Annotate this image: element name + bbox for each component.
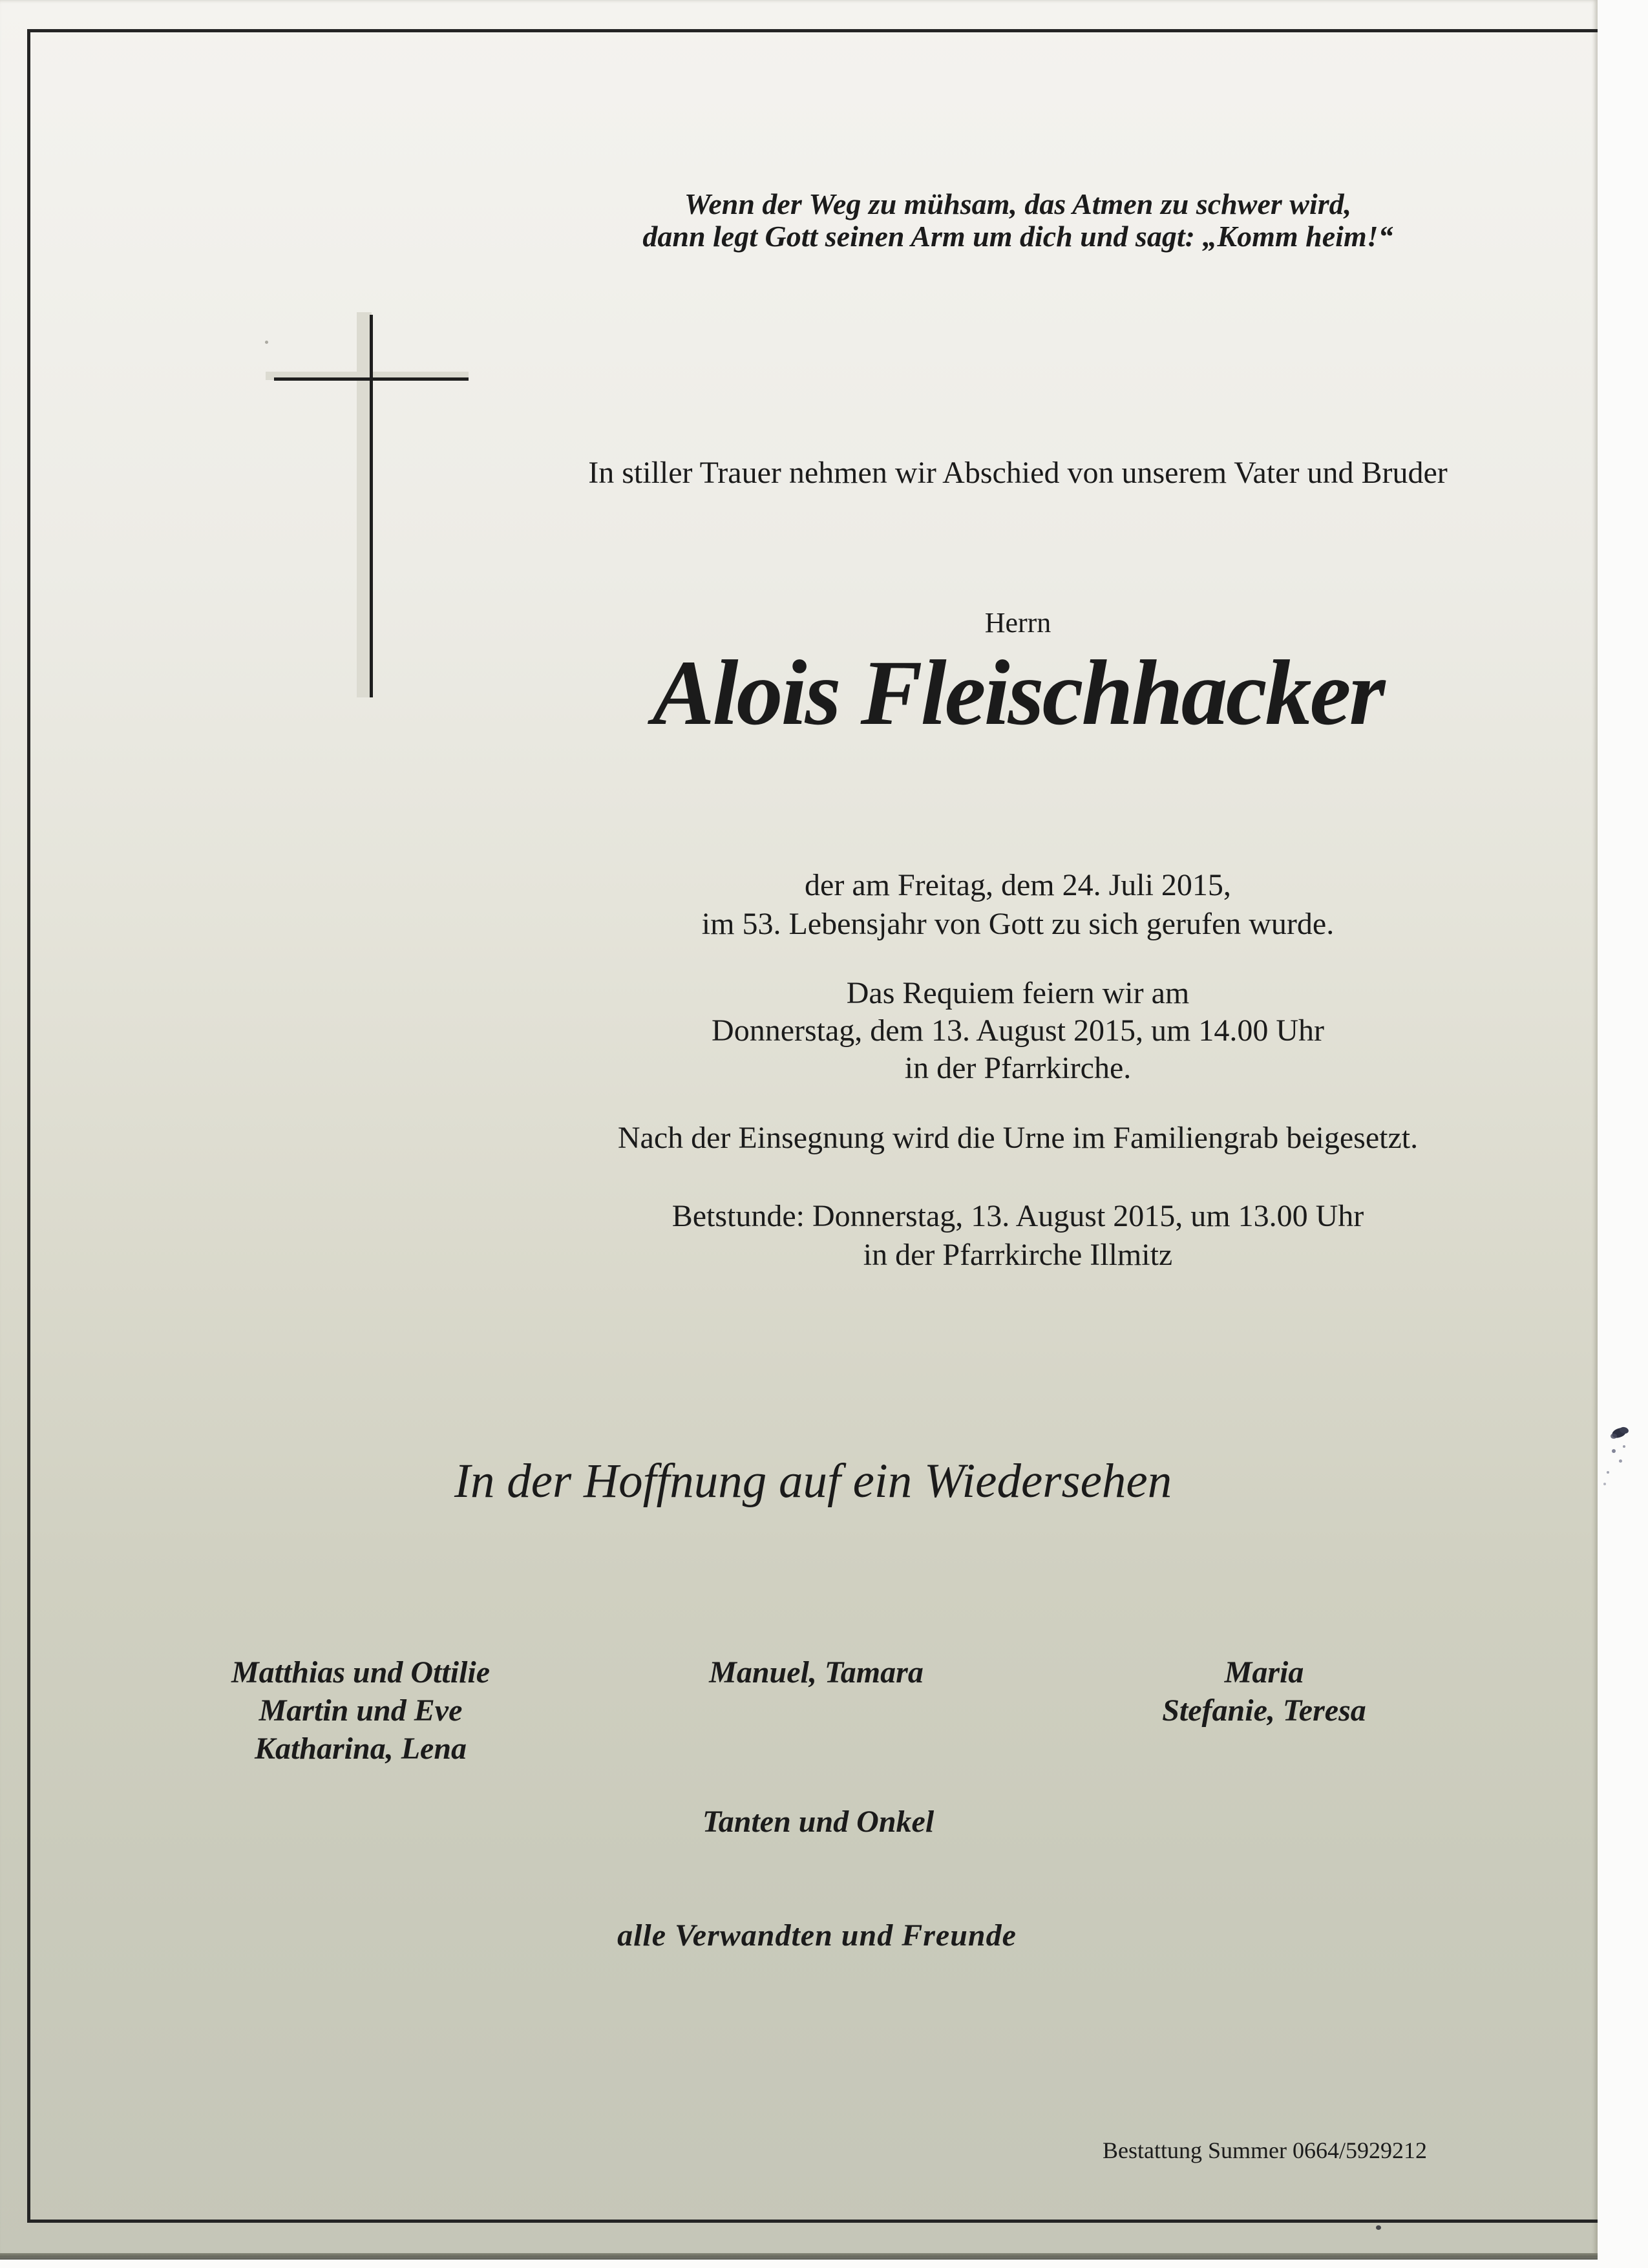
requiem-line-3: in der Pfarrkirche.	[904, 1051, 1132, 1085]
relatives-friends-line: alle Verwandten und Freunde	[617, 1918, 1017, 1953]
death-notice-line-2: im 53. Lebensjahr von Gott zu sich gerufen wurde.	[701, 907, 1335, 941]
prayer-hour-notice	[388, 1197, 1648, 1275]
ink-smudge	[1611, 1427, 1630, 1443]
mourner-name: Katharina, Lena	[254, 1732, 467, 1766]
ink-smudge-part	[1611, 1434, 1617, 1439]
mourner-name: Matthias und Ottilie	[231, 1655, 491, 1690]
ink-dot	[1619, 1459, 1622, 1463]
ink-dot	[1623, 1445, 1625, 1448]
quote-line-1: Wenn der Weg zu mühsam, das Atmen zu schwer wird,	[684, 187, 1352, 220]
salutation: Herrn	[984, 607, 1051, 639]
prayer-hour-line-1: Betstunde: Donnerstag, 13. August 2015, um 13.00 Uhr	[671, 1199, 1364, 1233]
mourners-column-1	[180, 1653, 542, 1768]
scan-speck	[265, 341, 268, 344]
scan-speck	[1376, 2225, 1381, 2230]
card-bottom-edge-shadow	[0, 2253, 1598, 2260]
ink-dot	[1607, 1471, 1609, 1474]
cross-vertical-shadow-line	[370, 315, 373, 697]
quote-line-2: dann legt Gott seinen Arm um dich und sagt: „Komm heim!“	[642, 220, 1393, 253]
mourners-column-3	[1083, 1653, 1445, 1730]
mourner-name: Maria	[1224, 1655, 1304, 1690]
prayer-hour-line-2: in der Pfarrkirche Illmitz	[863, 1238, 1173, 1272]
ink-dot	[1603, 1483, 1606, 1485]
mourner-name: Martin und Eve	[259, 1693, 463, 1728]
ink-dot	[1612, 1449, 1616, 1453]
requiem-line-1: Das Requiem feiern wir am	[846, 976, 1190, 1010]
aunts-uncles-line: Tanten und Onkel	[702, 1805, 935, 1839]
mourner-name: Manuel, Tamara	[709, 1655, 924, 1690]
burial-note: Nach der Einsegnung wird die Urne im Familiengrab beigesetzt.	[617, 1121, 1419, 1155]
deceased-name: Alois Fleischhacker	[652, 642, 1384, 745]
cross-horizontal-shadow-line	[274, 377, 469, 381]
mourner-name: Stefanie, Teresa	[1162, 1693, 1366, 1728]
requiem-line-2: Donnerstag, dem 13. August 2015, um 14.00 Uhr	[712, 1013, 1324, 1048]
requiem-notice	[388, 975, 1648, 1087]
intro-line: In stiller Trauer nehmen wir Abschied von unserem Vater und Bruder	[588, 456, 1448, 490]
funeral-home-contact: Bestattung Summer 0664/5929212	[1103, 2137, 1427, 2163]
scanner-bed-right-strip	[1598, 0, 1648, 2268]
hope-line: In der Hoffnung auf ein Wiedersehen	[454, 1454, 1172, 1508]
death-notice	[388, 866, 1648, 944]
opening-quote	[388, 188, 1648, 253]
mourners-column-2	[635, 1653, 997, 1691]
death-notice-line-1: der am Freitag, dem 24. Juli 2015,	[805, 868, 1231, 902]
